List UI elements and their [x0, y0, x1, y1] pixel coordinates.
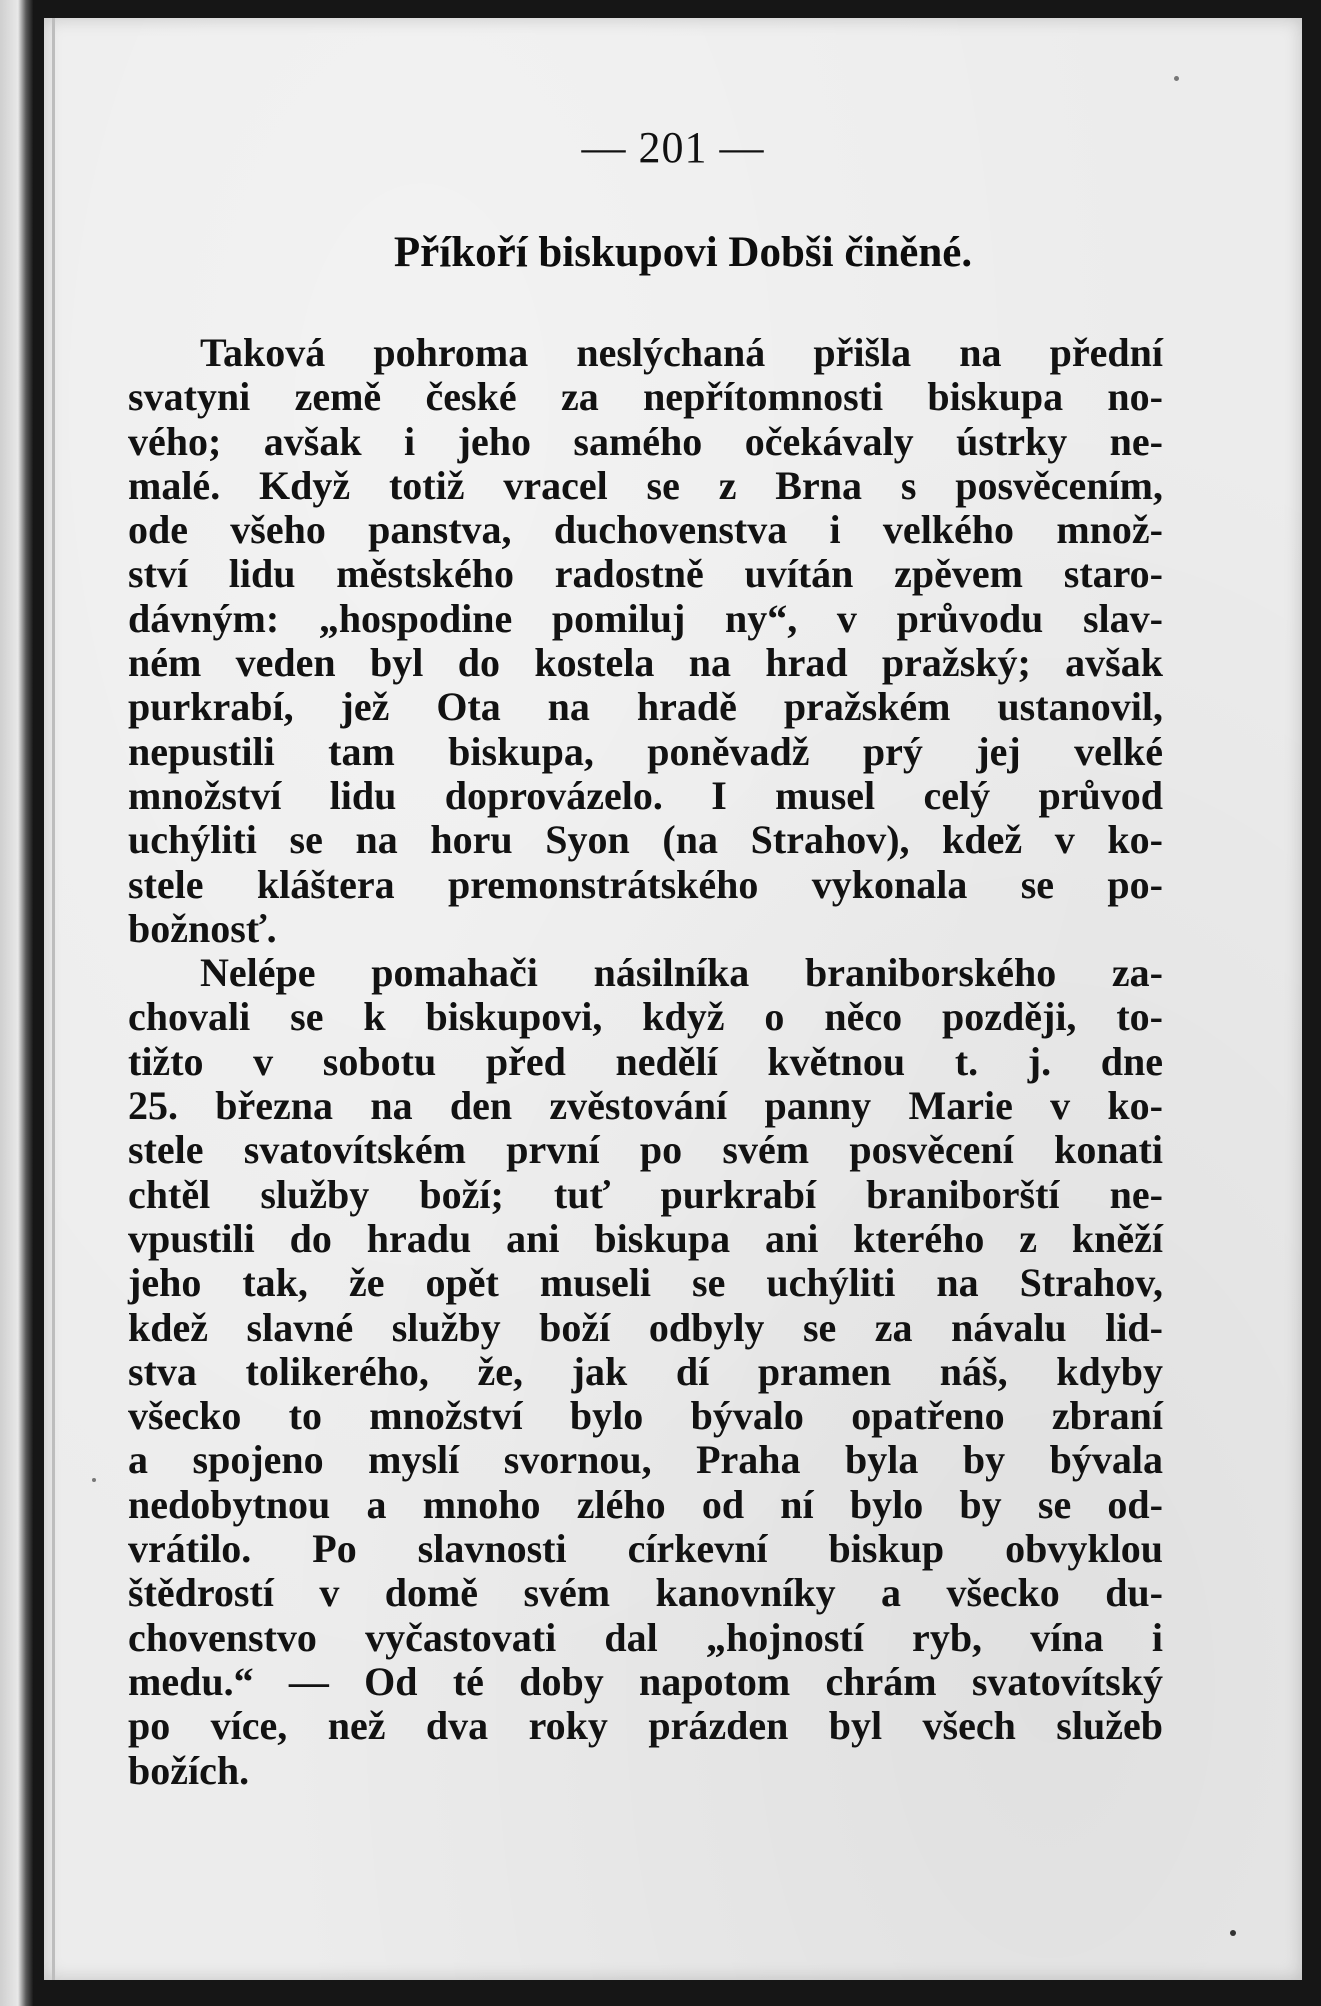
print-speck — [92, 1478, 96, 1482]
text-line: kdež slavné služby boží odbyly se za návalu lid- — [128, 1304, 1163, 1350]
text-line: tižto v sobotu před nedělí květnou t. j. dne — [128, 1038, 1163, 1084]
text-line: chovenstvo vyčastovati dal „hojností ryb, vína i — [128, 1614, 1163, 1660]
text-line: Taková pohroma neslýchaná přišla na přední — [200, 330, 1163, 375]
text-line: vého; avšak i jeho samého očekávaly ústrky ne- — [128, 418, 1163, 464]
page-gutter — [52, 18, 55, 1980]
book-page — [44, 18, 1302, 1980]
text-line: svatyni země české za nepřítomnosti biskupa no- — [128, 374, 1163, 420]
text-line: nepustili tam biskupa, poněvadž prý jej velké — [128, 728, 1163, 774]
text-line: Nelépe pomahači násilníka braniborského za- — [200, 950, 1163, 996]
text-line: medu.“ — Od té doby napotom chrám svatovítský — [128, 1658, 1163, 1704]
text-line: malé. Když totiž vracel se z Brna s posvěcením, — [128, 462, 1163, 508]
text-line: jeho tak, že opět museli se uchýliti na Strahov, — [128, 1260, 1163, 1306]
text-line: božích. — [128, 1747, 250, 1793]
text-line: purkrabí, jež Ota na hradě pražském ustanovil, — [128, 684, 1163, 730]
text-line: ném veden byl do kostela na hrad pražský; avšak — [128, 640, 1163, 686]
text-line: vrátilo. Po slavnosti církevní biskup obvyklou — [128, 1526, 1163, 1572]
text-line: stele kláštera premonstrátského vykonala se po- — [128, 861, 1163, 907]
text-line: božnosť. — [128, 905, 277, 951]
text-line: nedobytnou a mnoho zlého od ní bylo by se od- — [128, 1481, 1163, 1527]
text-line: množství lidu doprovázelo. I musel celý průvod — [128, 772, 1163, 818]
page-number: — 201 — — [581, 123, 765, 172]
chapter-heading: Příkoří biskupovi Dobši činěné. — [393, 229, 973, 276]
text-line: ství lidu městského radostně uvítán zpěvem staro- — [128, 551, 1163, 597]
adjacent-page-edge — [0, 0, 34, 2006]
text-line: vpustili do hradu ani biskupa ani kterého z kněží — [128, 1215, 1163, 1261]
text-line: všecko to množství bylo bývalo opatřeno zbraní — [128, 1393, 1163, 1439]
text-line: dávným: „hospodine pomiluj ny“, v průvodu slav- — [128, 595, 1163, 641]
text-line: chovali se k biskupovi, když o něco později, to- — [128, 994, 1163, 1040]
print-speck — [1230, 1930, 1236, 1936]
print-speck — [1174, 76, 1179, 81]
text-line: uchýliti se na horu Syon (na Strahov), kdež v ko- — [128, 817, 1163, 863]
text-line: stele svatovítském první po svém posvěcení konati — [128, 1127, 1163, 1173]
text-line: stva tolikerého, že, jak dí pramen náš, kdyby — [128, 1348, 1163, 1394]
text-line: a spojeno myslí svornou, Praha byla by bývala — [128, 1437, 1163, 1483]
text-line: 25. března na den zvěstování panny Marie v ko- — [128, 1083, 1163, 1129]
text-line: štědrostí v domě svém kanovníky a všecko du- — [128, 1570, 1163, 1616]
text-line: chtěl služby boží; tuť purkrabí braniborští ne- — [128, 1171, 1163, 1217]
body-text — [128, 331, 1163, 1793]
text-line: po více, než dva roky prázden byl všech služeb — [128, 1703, 1163, 1749]
text-line: ode všeho panstva, duchovenstva i velkého množ- — [128, 507, 1163, 553]
